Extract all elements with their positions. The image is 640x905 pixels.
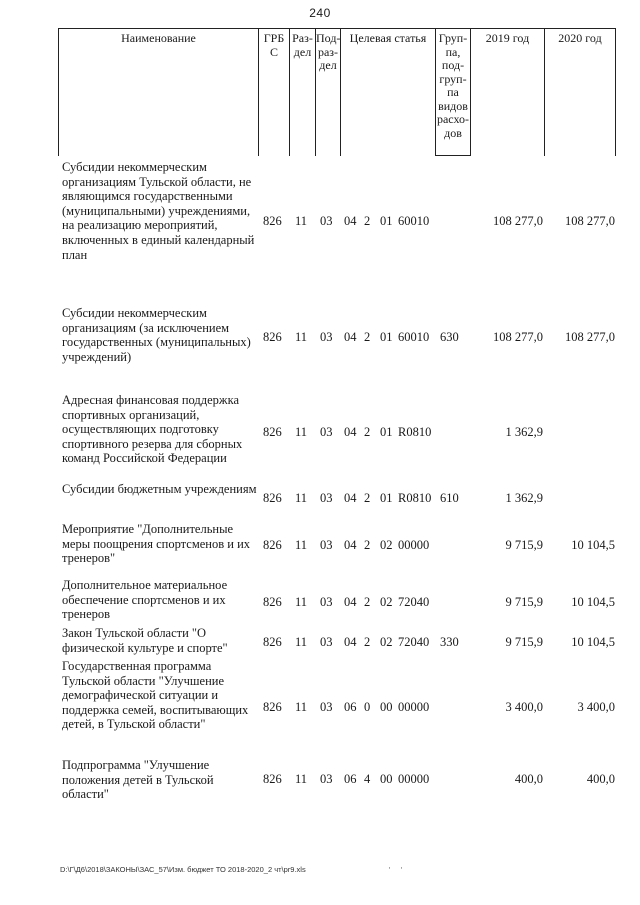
row-group: 610: [440, 491, 459, 505]
row-podrazdel: 03: [320, 635, 333, 649]
row-grbs: 826: [263, 330, 282, 344]
row-target-direction: 72040: [398, 635, 430, 649]
row-razdel: 11: [295, 700, 308, 714]
row-razdel: 11: [295, 538, 308, 552]
header-razdel: Раз- дел: [292, 31, 313, 59]
row-target-program: 04: [344, 330, 357, 344]
row-target-event: 01: [380, 491, 393, 505]
row-podrazdel: 03: [320, 772, 333, 786]
row-2019: 3 400,0: [505, 700, 543, 714]
row-group: 330: [440, 635, 459, 649]
row-target-direction: 60010: [398, 330, 430, 344]
row-target-program: 06: [344, 700, 357, 714]
row-target-direction: 00000: [398, 700, 430, 714]
row-name: Закон Тульской области "О физической культуре и спорте": [62, 626, 228, 655]
row-razdel: 11: [295, 214, 308, 228]
row-2019: 1 362,9: [505, 425, 543, 439]
row-2019: 9 715,9: [505, 538, 543, 552]
row-2019: 108 277,0: [493, 330, 543, 344]
row-grbs: 826: [263, 772, 282, 786]
header-group: Груп- па, под- груп- па видов расхо- дов: [436, 31, 470, 140]
scan-marks: · ·: [388, 863, 403, 873]
row-razdel: 11: [295, 425, 308, 439]
row-razdel: 11: [295, 635, 308, 649]
row-2020: 400,0: [586, 772, 615, 786]
row-target-event: 00: [380, 772, 393, 786]
row-target-subprogram: 2: [364, 635, 371, 649]
header-podrazdel: Под- раз- дел: [316, 31, 341, 72]
row-2019: 400,0: [514, 772, 543, 786]
row-target-program: 04: [344, 635, 357, 649]
row-grbs: 826: [263, 491, 282, 505]
row-podrazdel: 03: [320, 330, 333, 344]
row-grbs: 826: [263, 425, 282, 439]
row-target-program: 04: [344, 595, 357, 609]
row-name: Адресная финансовая поддержка спортивных организаций, осуществляющих подготовку спортивного резерва для сборных команд Российской Федерации: [62, 393, 243, 466]
header-grbs: ГРБ С: [263, 31, 285, 59]
row-2020: 108 277,0: [565, 330, 615, 344]
row-name: Мероприятие "Дополнительные меры поощрения спортсменов и их тренеров": [62, 522, 251, 566]
row-name: Субсидии некоммерческим организациям Тульской области, не являющимся государственными (муниципальными) учреждениями, на реализацию мероприятий, включенных в единый календарный план: [62, 160, 255, 262]
row-razdel: 11: [295, 595, 308, 609]
row-target-subprogram: 2: [364, 538, 371, 552]
row-podrazdel: 03: [320, 425, 333, 439]
row-razdel: 11: [295, 772, 308, 786]
row-name: Дополнительное материальное обеспечение спортсменов и их тренеров: [62, 578, 228, 622]
row-target-direction: 00000: [398, 772, 430, 786]
row-target-event: 00: [380, 700, 393, 714]
row-podrazdel: 03: [320, 700, 333, 714]
row-2019: 9 715,9: [505, 635, 543, 649]
row-podrazdel: 03: [320, 491, 333, 505]
row-target-event: 02: [380, 595, 393, 609]
row-target-program: 04: [344, 425, 357, 439]
row-target-direction: 00000: [398, 538, 430, 552]
row-target-subprogram: 2: [364, 425, 371, 439]
row-target-event: 02: [380, 635, 393, 649]
row-target-program: 04: [344, 538, 357, 552]
header-2019: 2019 год: [485, 31, 530, 45]
row-grbs: 826: [263, 635, 282, 649]
row-razdel: 11: [295, 330, 308, 344]
row-target-program: 04: [344, 214, 357, 228]
row-2020: 10 104,5: [571, 635, 615, 649]
header-name: Наименование: [121, 31, 196, 45]
row-2020: 108 277,0: [565, 214, 615, 228]
row-target-subprogram: 4: [364, 772, 371, 786]
row-name: Субсидии бюджетным учреждениям: [62, 482, 257, 496]
row-podrazdel: 03: [320, 214, 333, 228]
row-target-subprogram: 2: [364, 214, 371, 228]
row-group: 630: [440, 330, 459, 344]
row-name: Субсидии некоммерческим организациям (за исключением государственных (муниципальных) учреждений): [62, 306, 251, 364]
row-target-event: 01: [380, 330, 393, 344]
row-2019: 9 715,9: [505, 595, 543, 609]
page-number: 240: [309, 6, 331, 20]
row-target-event: 01: [380, 425, 393, 439]
header-target: Целевая статья: [349, 31, 427, 45]
row-podrazdel: 03: [320, 538, 333, 552]
header-2020: 2020 год: [558, 31, 602, 45]
row-target-direction: R0810: [398, 491, 432, 505]
row-grbs: 826: [263, 700, 282, 714]
footer-file-path: D:\Г\Д6\2018\ЗАКОНЫ\ЗАС_57\Изм. бюджет ТО 2018-2020_2 чт\pr9.xls: [60, 865, 306, 874]
row-target-program: 04: [344, 491, 357, 505]
row-podrazdel: 03: [320, 595, 333, 609]
row-target-event: 02: [380, 538, 393, 552]
row-grbs: 826: [263, 538, 282, 552]
row-target-subprogram: 2: [364, 595, 371, 609]
row-2020: 10 104,5: [571, 538, 615, 552]
row-target-event: 01: [380, 214, 393, 228]
row-target-direction: 60010: [398, 214, 430, 228]
row-target-subprogram: 0: [364, 700, 371, 714]
row-2020: 10 104,5: [571, 595, 615, 609]
row-name: Подпрограмма "Улучшение положения детей в Тульской области": [62, 758, 214, 802]
row-2019: 108 277,0: [493, 214, 543, 228]
row-2019: 1 362,9: [505, 491, 543, 505]
row-target-direction: R0810: [398, 425, 432, 439]
row-grbs: 826: [263, 595, 282, 609]
row-target-subprogram: 2: [364, 330, 371, 344]
row-name: Государственная программа Тульской области "Улучшение демографической ситуации и поддержка семей, воспитывающих детей, в Тульской области": [62, 659, 249, 732]
row-target-subprogram: 2: [364, 491, 371, 505]
row-grbs: 826: [263, 214, 282, 228]
row-razdel: 11: [295, 491, 308, 505]
row-2020: 3 400,0: [577, 700, 615, 714]
row-target-program: 06: [344, 772, 357, 786]
row-target-direction: 72040: [398, 595, 430, 609]
